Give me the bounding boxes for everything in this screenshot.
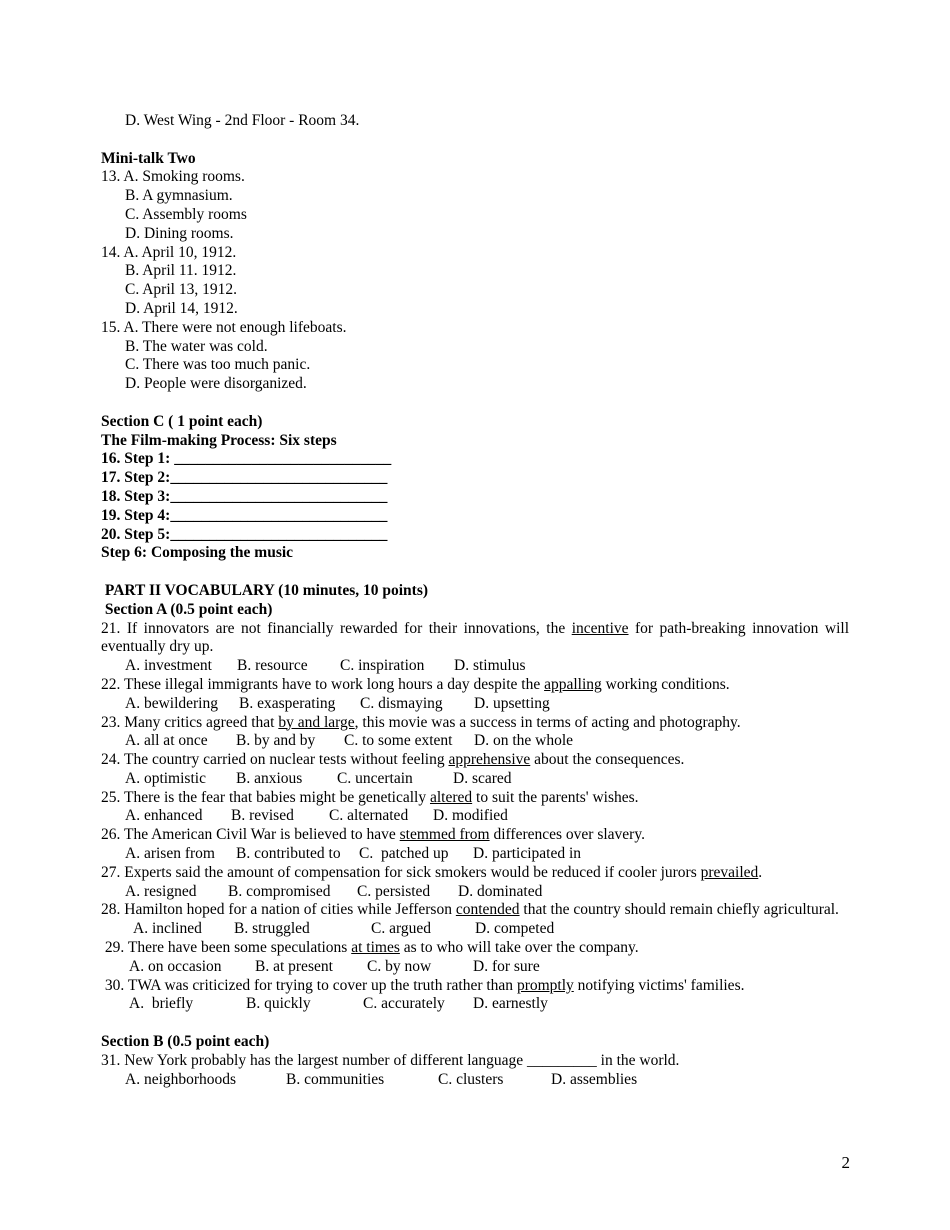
q28-opt-d: D. competed: [475, 920, 555, 938]
q14-option-b: B. April 11. 1912.: [125, 262, 237, 280]
q23-stem: 23. Many critics agreed that by and large, this movie was a success in terms of acting and photography.: [101, 713, 741, 731]
q24-options: [101, 770, 849, 789]
q31-opt-a: A. neighborhoods: [125, 1070, 237, 1088]
page-number: 2: [841, 1153, 850, 1172]
q27-opt-a: A. resigned: [125, 882, 197, 900]
q14-option-c: C. April 13, 1912.: [125, 281, 237, 299]
q26-stem: 26. The American Civil War is believed to have stemmed from differences over slavery.: [101, 826, 645, 844]
q28-opt-a: A. inclined: [133, 920, 202, 938]
q26-options: [101, 845, 849, 864]
q22-opt-d: D. upsetting: [474, 694, 550, 712]
q24-opt-d: D. scared: [453, 769, 512, 787]
section-a-heading: Section A (0.5 point each): [101, 600, 273, 618]
q21-opt-d: D. stimulus: [454, 657, 526, 675]
q13-option-d: D. Dining rooms.: [125, 224, 234, 242]
q22-opt-a: A. bewildering: [125, 694, 218, 712]
q22-options: [101, 695, 849, 714]
q23-opt-b: B. by and by: [236, 732, 316, 750]
q28-stem: 28. Hamilton hoped for a nation of cities while Jefferson contended that the country should remain chiefly agricultural.: [101, 901, 839, 919]
step-2-blank: 17. Step 2:____________________________: [101, 469, 388, 487]
q31-opt-b: B. communities: [286, 1070, 385, 1088]
q29-opt-d: D. for sure: [473, 957, 540, 975]
q27-options: [101, 883, 849, 902]
q28-opt-b: B. struggled: [234, 920, 310, 938]
q21-options: [101, 657, 849, 676]
section-b-heading: Section B (0.5 point each): [101, 1033, 270, 1051]
q29-opt-b: B. at present: [255, 957, 333, 975]
q30-opt-d: D. earnestly: [473, 995, 548, 1013]
q15-option-c: C. There was too much panic.: [125, 356, 311, 374]
q27-opt-c: C. persisted: [357, 882, 431, 900]
q21-opt-b: B. resource: [237, 657, 308, 675]
q29-opt-a: A. on occasion: [129, 957, 222, 975]
q31-options: [101, 1071, 849, 1090]
q24-stem: 24. The country carried on nuclear tests without feeling apprehensive about the consequences.: [101, 751, 685, 769]
q30-opt-a: A. briefly: [129, 995, 194, 1013]
step-1-blank: 16. Step 1: ____________________________: [101, 450, 392, 468]
q21-opt-c: C. inspiration: [340, 657, 425, 675]
q25-options: [101, 807, 849, 826]
q29-options: [101, 958, 849, 977]
q15-option-d: D. People were disorganized.: [125, 375, 307, 393]
q15-option-b: B. The water was cold.: [125, 337, 268, 355]
q25-opt-c: C. alternated: [329, 807, 409, 825]
q29-opt-c: C. by now: [367, 957, 432, 975]
q30-stem: 30. TWA was criticized for trying to cover up the truth rather than promptly notifying victims' families.: [101, 976, 745, 994]
q27-opt-d: D. dominated: [458, 882, 543, 900]
q15-option-a: 15. A. There were not enough lifeboats.: [101, 318, 347, 336]
q30-opt-b: B. quickly: [246, 995, 311, 1013]
q14-option-d: D. April 14, 1912.: [125, 299, 238, 317]
q22-stem: 22. These illegal immigrants have to work long hours a day despite the appalling working conditions.: [101, 675, 730, 693]
q29-stem: 29. There have been some speculations at times as to who will take over the company.: [101, 939, 639, 957]
step-5-blank: 20. Step 5:____________________________: [101, 525, 388, 543]
q22-opt-c: C. dismaying: [360, 694, 443, 712]
q13-option-b: B. A gymnasium.: [125, 187, 233, 205]
q24-opt-a: A. optimistic: [125, 769, 206, 787]
q26-opt-b: B. contributed to: [236, 845, 341, 863]
q31-stem: 31. New York probably has the largest number of different language _________ in the world.: [101, 1051, 680, 1069]
q23-opt-d: D. on the whole: [474, 732, 574, 750]
q31-opt-d: D. assemblies: [551, 1070, 638, 1088]
q24-opt-c: C. uncertain: [337, 769, 413, 787]
document-page: [101, 112, 849, 1089]
q25-opt-a: A. enhanced: [125, 807, 203, 825]
q26-opt-d: D. participated in: [473, 845, 582, 863]
q23-opt-c: C. to some extent: [344, 732, 453, 750]
q23-opt-a: A. all at once: [125, 732, 208, 750]
q21-opt-a: A. investment: [125, 657, 212, 675]
q30-opt-c: C. accurately: [363, 995, 445, 1013]
q24-opt-b: B. anxious: [236, 769, 303, 787]
film-process-heading: The Film-making Process: Six steps: [101, 431, 337, 449]
part2-heading: PART II VOCABULARY (10 minutes, 10 points): [101, 581, 429, 599]
q31-opt-c: C. clusters: [438, 1070, 504, 1088]
section-c-heading: Section C ( 1 point each): [101, 412, 263, 430]
q23-options: [101, 732, 849, 751]
q25-opt-b: B. revised: [231, 807, 294, 825]
q14-option-a: 14. A. April 10, 1912.: [101, 243, 237, 261]
step-6-text: Step 6: Composing the music: [101, 544, 294, 562]
q22-opt-b: B. exasperating: [239, 694, 336, 712]
q28-opt-c: C. argued: [371, 920, 431, 938]
minitalk-two-heading: Mini-talk Two: [101, 149, 196, 167]
q27-opt-b: B. compromised: [228, 882, 331, 900]
q13-option-c: C. Assembly rooms: [125, 205, 247, 223]
q25-opt-d: D. modified: [433, 807, 508, 825]
step-3-blank: 18. Step 3:____________________________: [101, 487, 388, 505]
prev-item-option: D. West Wing - 2nd Floor - Room 34.: [125, 112, 360, 129]
q28-options: [101, 920, 849, 939]
q27-stem: 27. Experts said the amount of compensation for sick smokers would be reduced if cooler jurors prevailed.: [101, 863, 763, 881]
q13-option-a: 13. A. Smoking rooms.: [101, 168, 245, 186]
q25-stem: 25. There is the fear that babies might be genetically altered to suit the parents' wishes.: [101, 788, 639, 806]
q26-opt-a: A. arisen from: [125, 845, 215, 863]
q30-options: [101, 995, 849, 1014]
step-4-blank: 19. Step 4:____________________________: [101, 506, 388, 524]
q26-opt-c: C. patched up: [359, 845, 449, 863]
q21-stem: 21. If innovators are not financially rewarded for their innovations, the incentive for path-breaking innovation will eventually dry up.: [101, 619, 849, 656]
